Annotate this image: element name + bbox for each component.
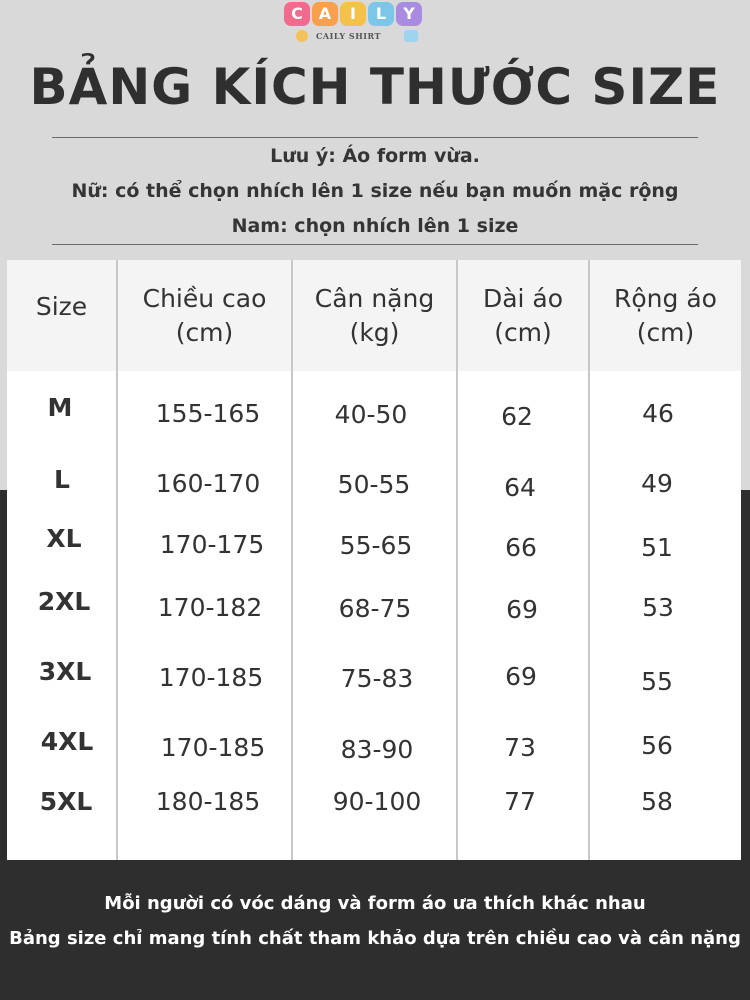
logo-letter: I — [340, 2, 366, 26]
logo-letter: A — [312, 2, 338, 26]
cell-size: 3XL — [38, 657, 92, 686]
cell-height: 170-185 — [160, 733, 266, 762]
logo-shirt-icon — [404, 30, 418, 42]
cell-weight: 68-75 — [338, 594, 412, 623]
cell-weight: 90-100 — [332, 787, 422, 816]
cell-size: XL — [46, 524, 82, 553]
cell-size: 4XL — [40, 727, 94, 756]
header-size: Size — [35, 292, 88, 321]
cell-width: 46 — [642, 399, 674, 428]
cell-height: 180-185 — [155, 787, 261, 816]
header-width: Rộng áo (cm) — [614, 283, 717, 347]
cell-height: 155-165 — [155, 399, 261, 428]
logo-subtitle: CAILY SHIRT — [316, 31, 381, 41]
cell-size: 5XL — [39, 787, 93, 816]
cell-length: 69 — [505, 662, 537, 691]
header-length: Dài áo (cm) — [482, 283, 564, 347]
logo-flower-icon — [296, 30, 308, 42]
cell-length: 66 — [505, 533, 537, 562]
cell-height: 170-175 — [159, 530, 265, 559]
cell-width: 55 — [641, 667, 673, 696]
cell-width: 53 — [642, 593, 674, 622]
cell-length: 64 — [504, 473, 536, 502]
cell-width: 51 — [641, 533, 673, 562]
cell-length: 77 — [504, 787, 536, 816]
cell-weight: 55-65 — [339, 531, 413, 560]
cell-weight: 40-50 — [334, 400, 408, 429]
size-table — [7, 260, 741, 860]
cell-height: 170-182 — [157, 593, 263, 622]
cell-width: 56 — [641, 731, 673, 760]
cell-size: M — [47, 393, 73, 422]
cell-weight: 75-83 — [340, 664, 414, 693]
cell-length: 73 — [504, 733, 536, 762]
logo-letter: C — [284, 2, 310, 26]
divider-bottom — [52, 244, 698, 245]
cell-length: 62 — [501, 402, 533, 431]
caily-logo — [284, 2, 432, 46]
note-line: Nữ: có thể chọn nhích lên 1 size nếu bạn muốn mặc rộng — [71, 180, 679, 202]
divider-top — [52, 137, 698, 138]
logo-letter: Y — [396, 2, 422, 26]
header-weight: Cân nặng (kg) — [314, 283, 435, 347]
cell-size: L — [54, 465, 70, 494]
header-height: Chiều cao (cm) — [142, 283, 267, 347]
cell-width: 58 — [641, 787, 673, 816]
cell-size: 2XL — [37, 587, 91, 616]
page-title: BẢNG KÍCH THƯỚC SIZE — [29, 58, 721, 116]
note-line: Nam: chọn nhích lên 1 size — [231, 215, 519, 237]
footer-line: Mỗi người có vóc dáng và form áo ưa thích khác nhau — [104, 893, 646, 914]
cell-height: 170-185 — [158, 663, 264, 692]
note-line: Lưu ý: Áo form vừa. — [270, 145, 480, 167]
footer-line: Bảng size chỉ mang tính chất tham khảo dựa trên chiều cao và cân nặng — [9, 928, 741, 949]
cell-width: 49 — [641, 469, 673, 498]
cell-weight: 50-55 — [337, 470, 411, 499]
cell-length: 69 — [506, 595, 538, 624]
cell-height: 160-170 — [155, 469, 261, 498]
cell-weight: 83-90 — [340, 735, 414, 764]
logo-letter: L — [368, 2, 394, 26]
